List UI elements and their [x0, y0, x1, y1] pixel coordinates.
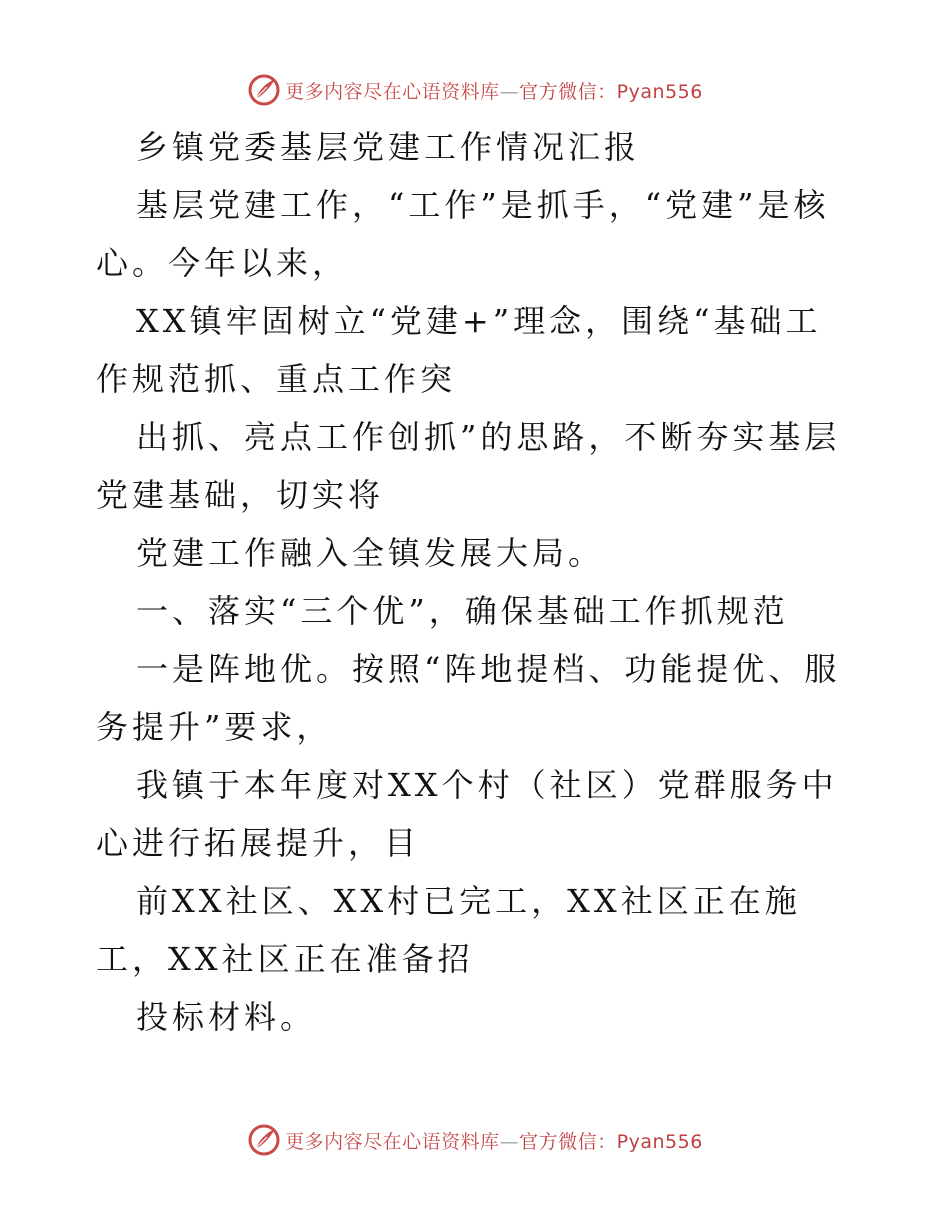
feather-quill-logo-icon: [247, 73, 281, 107]
paragraph: 前XX社区、XX村已完工，XX社区正在施工，XX社区正在准备招: [96, 882, 801, 978]
paragraph: 投标材料。: [136, 998, 317, 1036]
document-title: 乡镇党委基层党建工作情况汇报: [136, 128, 641, 166]
paragraph: 一是阵地优。按照“阵地提档、功能提优、服务提升”要求，: [96, 650, 841, 746]
watermark-separator: —: [499, 80, 520, 103]
paragraph: 基层党建工作，“工作”是抓手，“党建”是核心。今年以来，: [96, 186, 830, 282]
watermark-separator: —: [499, 1130, 520, 1153]
paragraph: 我镇于本年度对XX个村（社区）党群服务中心进行拓展提升，目: [96, 766, 838, 862]
paragraph: 出抓、亮点工作创抓”的思路，不断夯实基层党建基础，切实将: [96, 418, 841, 514]
paragraph: 党建工作融入全镇发展大局。: [136, 534, 605, 572]
watermark-wechat-text: 官方微信：Pyan556: [519, 80, 703, 103]
document-body: [96, 118, 856, 1046]
paragraph: XX镇牢固树立“党建+”理念，围绕“基础工作规范抓、重点工作突: [96, 302, 822, 398]
header-watermark: [0, 70, 950, 110]
watermark-wechat-text: 官方微信：Pyan556: [519, 1130, 703, 1153]
section-heading: 一、落实“三个优”，确保基础工作抓规范: [136, 592, 789, 630]
feather-quill-logo-icon: [247, 1123, 281, 1157]
watermark-main-text: 更多内容尽在心语资料库: [285, 1130, 500, 1153]
footer-watermark: [0, 1120, 950, 1160]
watermark-main-text: 更多内容尽在心语资料库: [285, 80, 500, 103]
